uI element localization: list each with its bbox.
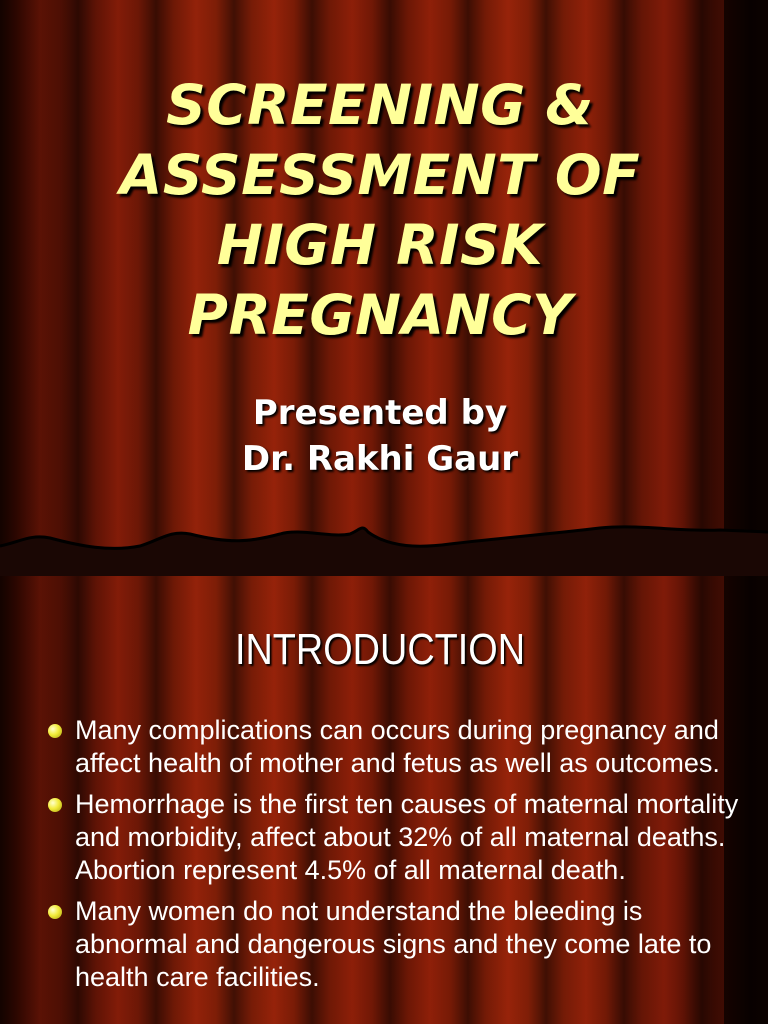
slide-heading: INTRODUCTION	[234, 625, 526, 674]
title-line: PREGNANCY	[187, 283, 573, 347]
bullet-list	[0, 714, 740, 1002]
introduction-slide	[0, 576, 768, 1024]
title-line: ASSESSMENT OF	[119, 143, 641, 207]
list-item	[0, 788, 740, 887]
title-line: SCREENING &	[166, 73, 594, 137]
bullet-dot-icon	[48, 724, 62, 738]
presenter-line: Presented by	[252, 393, 508, 433]
right-edge-strip	[724, 0, 768, 576]
title-line: HIGH RISK	[216, 213, 544, 277]
presenter-name: Dr. Rakhi Gaur	[241, 439, 519, 479]
bullet-text: Hemorrhage is the first ten causes of maternal mortality and morbidity, affect about 32% of all maternal deaths. Abortion represent 4.5% of all maternal death.	[75, 789, 739, 885]
stage-floor-wave	[0, 512, 768, 576]
list-item	[0, 895, 740, 994]
bullet-text: Many complications can occurs during pregnancy and affect health of mother and fetus as well as outcomes.	[75, 715, 720, 778]
bullet-dot-icon	[48, 905, 62, 919]
slide-title	[60, 70, 700, 350]
presenter-block	[60, 390, 700, 482]
bullet-dot-icon	[48, 798, 62, 812]
list-item	[0, 714, 740, 780]
bullet-text: Many women do not understand the bleeding is abnormal and dangerous signs and they come late to health care facilities.	[75, 896, 712, 992]
